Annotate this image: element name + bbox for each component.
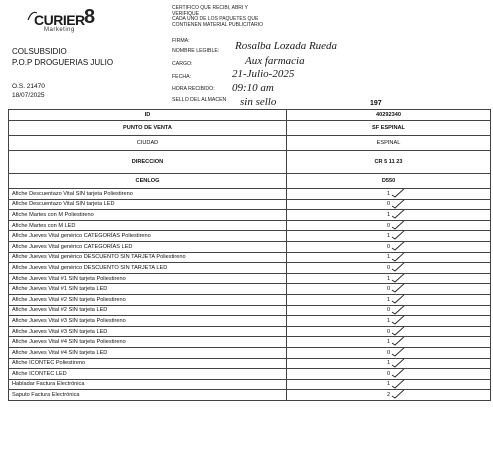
item-qty: 0: [386, 201, 391, 208]
item-qty-cell: [287, 241, 491, 252]
item-qty-cell: [287, 284, 491, 295]
order-number: O.S. 21470: [12, 83, 45, 90]
item-qty: 0: [386, 222, 391, 229]
item-qty: 2: [386, 392, 391, 399]
items-body: [9, 189, 491, 401]
table-row: [9, 316, 491, 327]
pos-value: SF ESPINAL: [287, 121, 491, 136]
table-row: [9, 231, 491, 242]
certificate-statement: [172, 6, 312, 28]
item-qty-cell: [287, 337, 491, 348]
cenlog-value: D550: [287, 174, 491, 189]
check-mark-icon: [391, 294, 407, 304]
item-name: Afiche ICONTEC Poliestireno: [9, 358, 287, 369]
logo-swoosh-icon: [26, 10, 38, 22]
brand-logo-mark: 8: [84, 6, 96, 28]
id-value: 40292340: [287, 110, 491, 121]
item-qty: 0: [386, 307, 391, 314]
item-qty: 1: [386, 317, 391, 324]
point-of-sale-row: [9, 121, 491, 136]
item-qty: 0: [386, 264, 391, 271]
table-row: [9, 379, 491, 390]
table-row: [9, 390, 491, 401]
item-qty: 1: [386, 360, 391, 367]
table-row: [9, 252, 491, 263]
field-value-cargo: Aux farmacia: [245, 55, 305, 67]
certificate-line: VERIFIQUE: [172, 10, 199, 17]
item-qty-cell: [287, 231, 491, 242]
item-name: Afiche Jueves Vital #1 SIN tarjeta Poliestireno: [9, 273, 287, 284]
field-label-fecha: FECHA:: [172, 74, 192, 80]
check-mark-icon: [391, 210, 407, 220]
check-mark-icon: [391, 220, 407, 230]
item-qty-cell: [287, 220, 491, 231]
item-qty-cell: [287, 273, 491, 284]
item-name: Afiche Jueves Vital #2 SIN tarjeta Poliestireno: [9, 294, 287, 305]
table-row: [9, 263, 491, 274]
item-name: Saputo Factura Electrónica: [9, 390, 287, 401]
item-qty-cell: [287, 390, 491, 401]
table-row: [9, 358, 491, 369]
item-name: Afiche Descuentazo Vital SIN tarjeta Poliestireno: [9, 189, 287, 200]
item-qty: 1: [386, 275, 391, 282]
check-mark-icon: [391, 316, 407, 326]
item-qty: 1: [386, 254, 391, 261]
check-mark-icon: [391, 379, 407, 389]
item-qty: 1: [386, 190, 391, 197]
id-label: ID: [9, 110, 287, 121]
item-qty-cell: [287, 305, 491, 316]
client-company: COLSUBSIDIO: [12, 47, 67, 56]
item-qty: 0: [386, 286, 391, 293]
item-name: Afiche Jueves Vital genérico CATEGORÍAS Poliestireno: [9, 231, 287, 242]
item-qty-cell: [287, 199, 491, 210]
order-date: 18/07/2025: [12, 92, 45, 99]
address-row: [9, 151, 491, 174]
item-qty-cell: [287, 358, 491, 369]
check-mark-icon: [391, 231, 407, 241]
item-qty: 1: [386, 211, 391, 218]
check-mark-icon: [391, 337, 407, 347]
field-label-hora: HORA RECIBIDO:: [172, 86, 215, 92]
address-label: DIRECCION: [9, 151, 287, 174]
field-label-nombre: NOMBRE LEGIBLE:: [172, 48, 220, 54]
table-row: [9, 369, 491, 380]
brand-logo-text: CURIER: [34, 12, 85, 28]
item-qty: 1: [386, 339, 391, 346]
address-value: CR 5 11 23: [287, 151, 491, 174]
item-name: Afiche Jueves Vital genérico DESCUENTO SIN TARJETA LED: [9, 263, 287, 274]
item-name: Afiche Martes con M Poliestireno: [9, 210, 287, 221]
table-row: [9, 284, 491, 295]
pos-label: PUNTO DE VENTA: [9, 121, 287, 136]
item-qty: 0: [386, 243, 391, 250]
field-label-firma: FIRMA:: [172, 38, 190, 44]
item-name: Afiche Descuentazo Vital SIN tarjeta LED: [9, 199, 287, 210]
item-name: Afiche ICONTEC LED: [9, 369, 287, 380]
item-name: Afiche Jueves Vital genérico CATEGORÍAS LED: [9, 241, 287, 252]
item-name: Afiche Martes con M LED: [9, 220, 287, 231]
certificate-line: CONTIENEN MATERIAL PUBLICITARIO: [172, 21, 264, 28]
item-name: Afiche Jueves Vital genérico DESCUENTO SIN TARJETA Poliestireno: [9, 252, 287, 263]
table-row: [9, 241, 491, 252]
item-qty-cell: [287, 263, 491, 274]
field-value-nombre: Rosalba Lozada Rueda: [235, 40, 338, 52]
item-qty-cell: [287, 347, 491, 358]
table-row: [9, 294, 491, 305]
order-block: [12, 82, 45, 100]
check-mark-icon: [391, 369, 407, 379]
item-qty-cell: [287, 294, 491, 305]
item-qty: 0: [386, 370, 391, 377]
field-label-sello: SELLO DEL ALMACEN: [172, 97, 227, 103]
certificate-line: CERTIFICO QUE RECIBI, ABRI Y: [172, 5, 248, 11]
item-qty: 1: [386, 296, 391, 303]
item-name: Habladar Factura Electrónica: [9, 379, 287, 390]
field-value-fecha: 21-Julio-2025: [232, 68, 295, 80]
client-store: P.O.P DROGUERIAS JULIO: [12, 58, 114, 67]
city-row: [9, 136, 491, 151]
check-mark-icon: [391, 390, 407, 400]
item-qty-cell: [287, 252, 491, 263]
table-row: [9, 305, 491, 316]
item-qty-cell: [287, 379, 491, 390]
table-row: [9, 189, 491, 200]
field-value-sello: sin sello: [240, 96, 277, 108]
item-qty-cell: [287, 316, 491, 327]
field-label-cargo: CARGO:: [172, 61, 193, 67]
check-mark-icon: [391, 241, 407, 251]
item-name: Afiche Jueves Vital #1 SIN tarjeta LED: [9, 284, 287, 295]
table-row: [9, 199, 491, 210]
id-row: [9, 110, 491, 121]
item-name: Afiche Jueves Vital #3 SIN tarjeta Poliestireno: [9, 316, 287, 327]
page-number: 197: [370, 100, 382, 107]
check-mark-icon: [391, 273, 407, 283]
check-mark-icon: [391, 326, 407, 336]
item-name: Afiche Jueves Vital #4 SIN tarjeta LED: [9, 347, 287, 358]
brand-logo-subtitle: Marketing: [44, 27, 75, 33]
city-label: CIUDAD: [9, 136, 287, 151]
table-row: [9, 210, 491, 221]
item-qty-cell: [287, 326, 491, 337]
item-qty: 1: [386, 233, 391, 240]
check-mark-icon: [391, 305, 407, 315]
item-qty-cell: [287, 369, 491, 380]
check-mark-icon: [391, 199, 407, 209]
check-mark-icon: [391, 358, 407, 368]
item-qty: 0: [386, 328, 391, 335]
item-name: Afiche Jueves Vital #4 SIN tarjeta Poliestireno: [9, 337, 287, 348]
cenlog-row: [9, 174, 491, 189]
item-qty-cell: [287, 210, 491, 221]
item-name: Afiche Jueves Vital #3 SIN tarjeta LED: [9, 326, 287, 337]
check-mark-icon: [391, 263, 407, 273]
table-row: [9, 326, 491, 337]
cenlog-label: CENLOG: [9, 174, 287, 189]
city-value: ESPINAL: [287, 136, 491, 151]
item-name: Afiche Jueves Vital #2 SIN tarjeta LED: [9, 305, 287, 316]
item-qty: 1: [386, 381, 391, 388]
table-row: [9, 347, 491, 358]
check-mark-icon: [391, 347, 407, 357]
item-qty: 0: [386, 349, 391, 356]
delivery-table: [8, 109, 491, 401]
item-qty-cell: [287, 189, 491, 200]
table-row: [9, 273, 491, 284]
check-mark-icon: [391, 284, 407, 294]
table-row: [9, 337, 491, 348]
check-mark-icon: [391, 252, 407, 262]
table-row: [9, 220, 491, 231]
client-block: [12, 46, 113, 68]
certificate-line: CADA UNO DE LOS PAQUETES QUE: [172, 16, 259, 23]
field-value-hora: 09:10 am: [232, 82, 274, 94]
check-mark-icon: [391, 189, 407, 199]
